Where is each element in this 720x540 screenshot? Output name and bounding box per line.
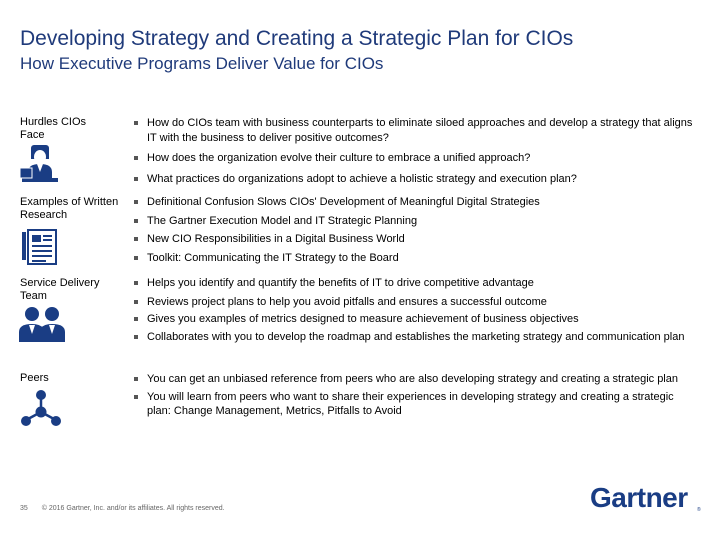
slide-title: Developing Strategy and Creating a Strategic Plan for CIOs: [20, 27, 574, 50]
hurdles-bullet-list: [133, 116, 693, 186]
section-label-service-team: Service Delivery Team: [20, 277, 100, 302]
list-item: Helps you identify and quantify the benefits of IT to drive competitive advantage: [133, 276, 693, 291]
section-label-hurdles: Hurdles CIOs Face: [20, 116, 87, 141]
copyright-notice: © 2016 Gartner, Inc. and/or its affiliates. All rights reserved.: [41, 505, 225, 512]
list-item: The Gartner Execution Model and IT Strategic Planning: [133, 214, 693, 229]
list-item: You can get an unbiased reference from peers who are also developing strategy and creating a strategic plan: [133, 372, 693, 387]
network-icon: [18, 388, 64, 434]
list-item: Toolkit: Communicating the IT Strategy to the Board: [133, 251, 693, 266]
page-number: 35: [20, 505, 28, 512]
service-team-bullet-list: [133, 276, 693, 344]
slide-subtitle: How Executive Programs Deliver Value for CIOs: [20, 54, 384, 73]
research-bullet-list: [133, 195, 693, 265]
list-item: You will learn from peers who want to share their experiences in developing strategy and creating a strategic plan: Change Management, Metrics, Pitfalls to Avoid: [133, 390, 693, 419]
peers-bullet-list: [133, 372, 693, 419]
list-item: Collaborates with you to develop the roadmap and establishes the marketing strategy and communication plan: [133, 330, 693, 345]
list-item: How does the organization evolve their culture to embrace a unified approach?: [133, 151, 693, 166]
section-label-research: Examples of Written Research: [20, 196, 119, 221]
gartner-logo: Gartner: [590, 482, 688, 513]
person-at-desk-icon: [18, 142, 64, 188]
list-item: Definitional Confusion Slows CIOs' Development of Meaningful Digital Strategies: [133, 195, 693, 210]
registered-mark: ®: [697, 507, 701, 513]
footer: [20, 505, 225, 512]
list-item: Gives you examples of metrics designed to measure achievement of business objectives: [133, 312, 693, 327]
document-icon: [18, 226, 64, 268]
list-item: What practices do organizations adopt to achieve a holistic strategy and execution plan?: [133, 172, 693, 187]
team-icon: [18, 304, 66, 346]
list-item: How do CIOs team with business counterparts to eliminate siloed approaches and develop a strategy that aligns IT with the business to deliver positive outcomes?: [133, 116, 693, 145]
section-label-peers: Peers: [20, 372, 49, 384]
list-item: New CIO Responsibilities in a Digital Business World: [133, 232, 693, 247]
list-item: Reviews project plans to help you avoid pitfalls and ensures a successful outcome: [133, 295, 693, 310]
